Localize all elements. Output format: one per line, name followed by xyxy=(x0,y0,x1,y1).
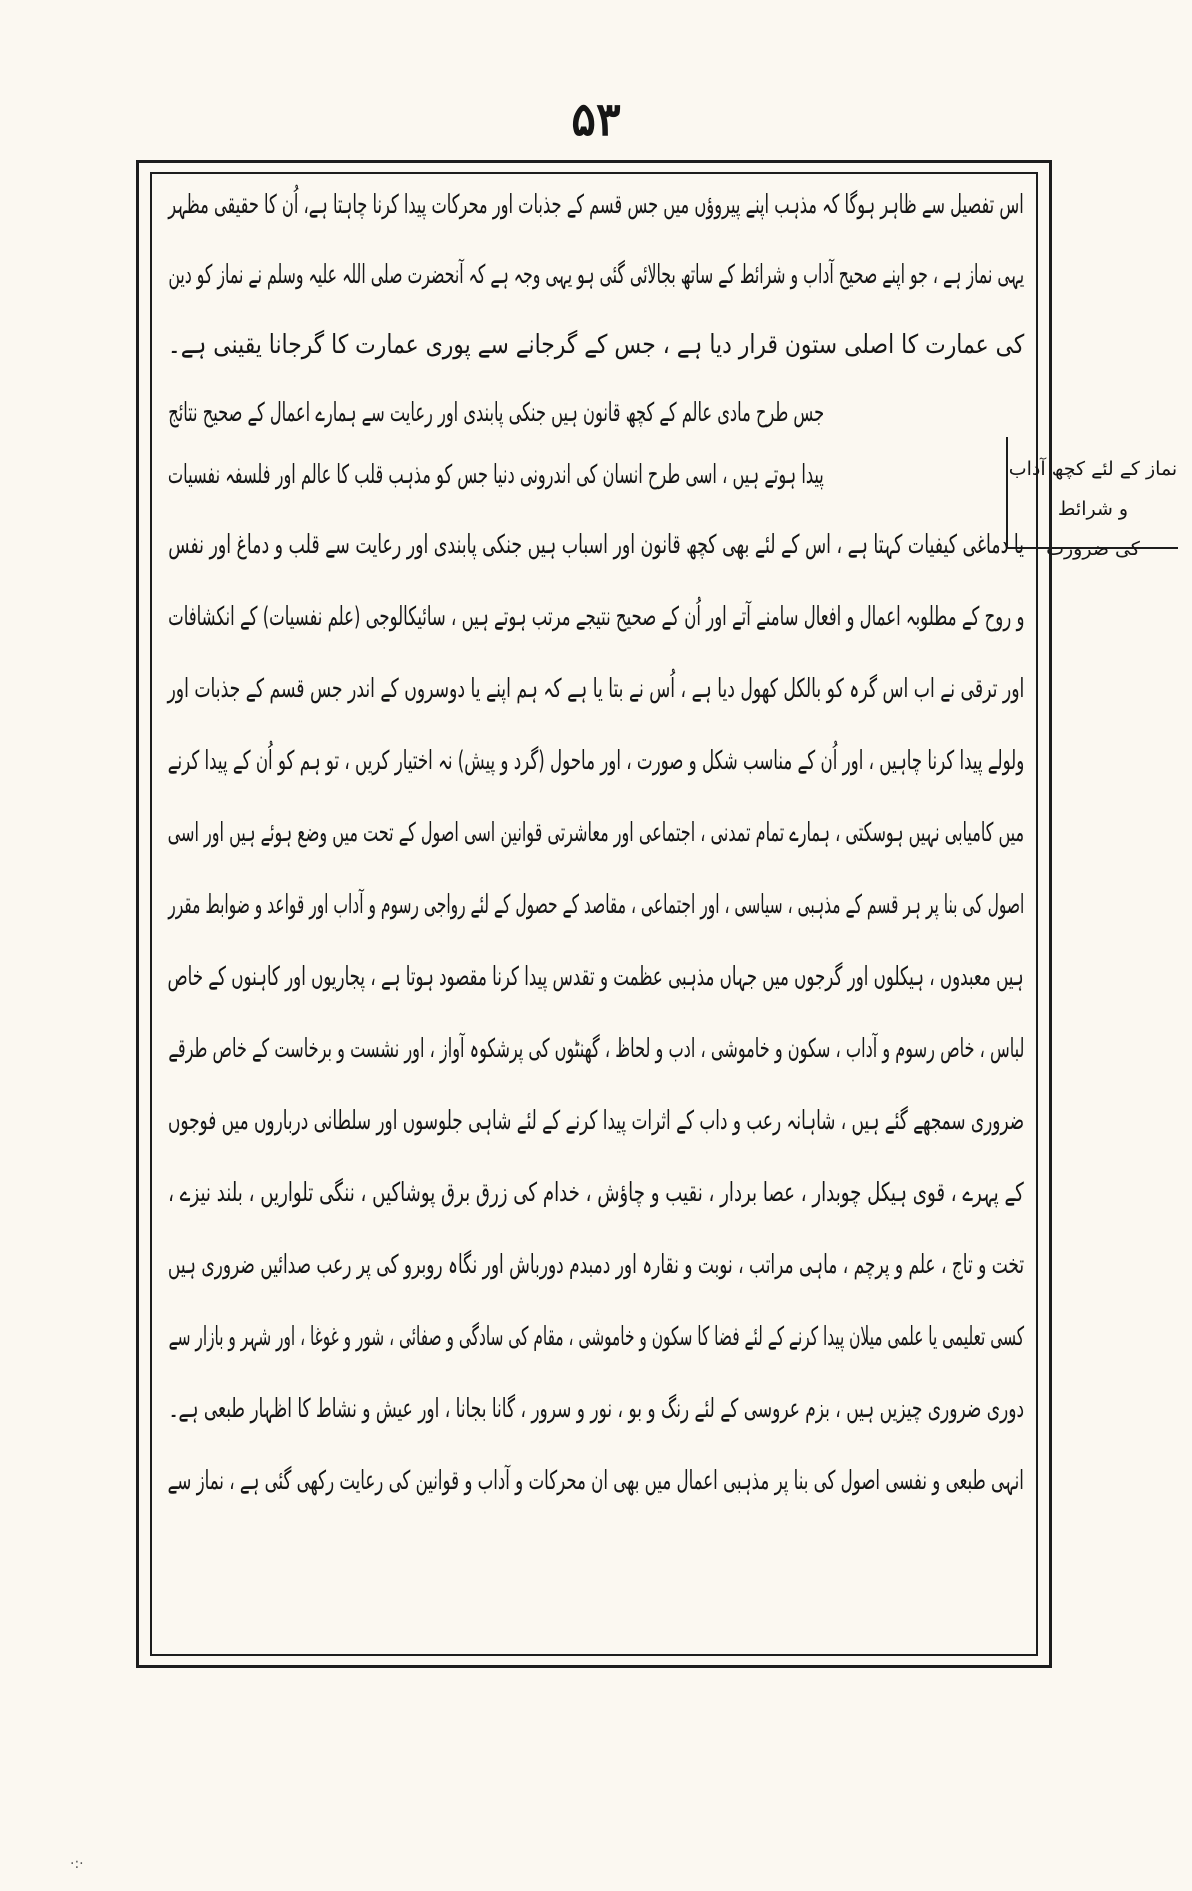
text-line-18: دوری ضروری چیزیں ہیں ، بزم عروسی کے لئے رنگ و بو ، نور و سرور ، گانا بجانا ، اور عیش و نشاط کا اظہار طبعی ہے۔ xyxy=(168,1394,1024,1424)
text-line-8: اور ترقی نے اب اس گرہ کو بالکل کھول دیا ہے ، اُس نے بتا یا ہے کہ ہم اپنے یا دوسروں کے اندر جس قسم کے جذبات اور xyxy=(167,674,1024,704)
text-line-16: تخت و تاج ، علم و پرچم ، ماہی مراتب ، نوبت و نقارہ اور دمبدم دورباش اور نگاہ روبرو کی پر رعب صدائیں ضروری ہیں xyxy=(167,1250,1024,1280)
text-line-3: کی عمارت کا اصلی ستون قرار دیا ہے ، جس کے گرجانے سے پوری عمارت کا گرجانا یقینی ہے۔ xyxy=(167,330,1024,360)
text-line-15: کے پہرے ، قوی ہیکل چوبدار ، عصا بردار ، نقیب و چاؤش ، خدام کی زرق برق پوشاکیں ، ننگی تلواریں ، بلند نیزے ، xyxy=(168,1178,1024,1208)
side-heading-line-2: کی ضرورت xyxy=(1046,538,1140,560)
text-line-19: انہی طبعی و نفسی اصول کی بنا پر مذہبی اعمال میں بھی ان محرکات و آداب و قوانین کی رعایت رکھی گئی ہے ، نماز سے xyxy=(167,1466,1024,1496)
text-line-17: کسی تعلیمی یا علمی میلان پیدا کرنے کے لئے فضا کا سکون و خاموشی ، مقام کی سادگی و صفائی ، شور و غوغا ، اور شہر و بازار سے xyxy=(168,1322,1024,1352)
text-line-5: پیدا ہوتے ہیں ، اسی طرح انسان کی اندرونی دنیا جس کو مذہب قلب کا عالم اور فلسفہ نفسیات xyxy=(168,460,824,490)
text-line-7: و روح کے مطلوبہ اعمال و افعال سامنے آتے اور اُن کے صحیح نتیجے مرتب ہوتے ہیں ، سائیکالوجی (علم نفسیات) کے انکشافات xyxy=(167,602,1024,632)
side-heading-box xyxy=(1006,437,1178,560)
text-line-11: اصول کی بنا پر ہر قسم کے مذہبی ، سیاسی ، اور اجتماعی ، مقاصد کے حصول کے لئے رواجی رسوم و آداب اور قواعد و ضوابط مقرر xyxy=(167,890,1024,920)
side-heading-line-1: نماز کے لئے کچھ آداب و شرائط xyxy=(1008,458,1178,520)
text-line-14: ضروری سمجھے گئے ہیں ، شاہانہ رعب و داب کے اثرات پیدا کرنے کے لئے شاہی جلوسوں اور سلطانی درباروں میں فوجوں xyxy=(167,1106,1024,1136)
text-line-12: ہیں معبدوں ، ہیکلوں اور گرجوں میں جہاں مذہبی عظمت و تقدس پیدا کرنا مقصود ہوتا ہے ، پجاریوں اور کاہنوں کے خاص xyxy=(167,962,1024,992)
text-line-9: ولولے پیدا کرنا چاہیں ، اور اُن کے مناسب شکل و صورت ، اور ماحول (گرد و پیش) نہ اختیار کریں ، تو ہم کو اُن کے پیدا کرنے xyxy=(167,746,1024,776)
page-number: ۵۳ xyxy=(571,92,621,146)
text-line-2: یہی نماز ہے ، جو اپنے صحیح آداب و شرائط کے ساتھ بجالائی گئی ہو یہی وجہ ہے کہ آنحضرت صلی اللہ علیہ وسلم نے نماز کو دین xyxy=(168,260,1024,290)
text-line-13: لباس ، خاص رسوم و آداب ، سکون و خاموشی ، ادب و لحاظ ، گھنٹوں کی پرشکوہ آواز ، اور نشست و برخاست کے خاص طرقے xyxy=(168,1034,1024,1064)
text-line-4: جس طرح مادی عالم کے کچھ قانون ہیں جنکی پابندی اور رعایت سے ہمارے اعمال کے صحیح نتائج xyxy=(168,398,824,428)
text-line-6: یا دماغی کیفیات کہتا ہے ، اس کے لئے بھی کچھ قانون اور اسباب ہیں جنکی پابندی اور رعایت سے قلب و دماغ اور نفس xyxy=(168,530,1024,560)
text-line-1: اس تفصیل سے ظاہر ہوگا کہ مذہب اپنے پیروؤں میں جس قسم کے جذبات اور محرکات پیدا کرنا چاہتا ہے، اُن کا حقیقی مظہر xyxy=(168,190,1024,220)
print-mark: ·:· xyxy=(70,1856,84,1872)
text-line-10: میں کامیابی نہیں ہوسکتی ، ہمارے تمام تمدنی ، اجتماعی اور معاشرتی قوانین اسی اصول کے تحت میں وضع ہوئے ہیں اور اسی xyxy=(167,818,1024,848)
